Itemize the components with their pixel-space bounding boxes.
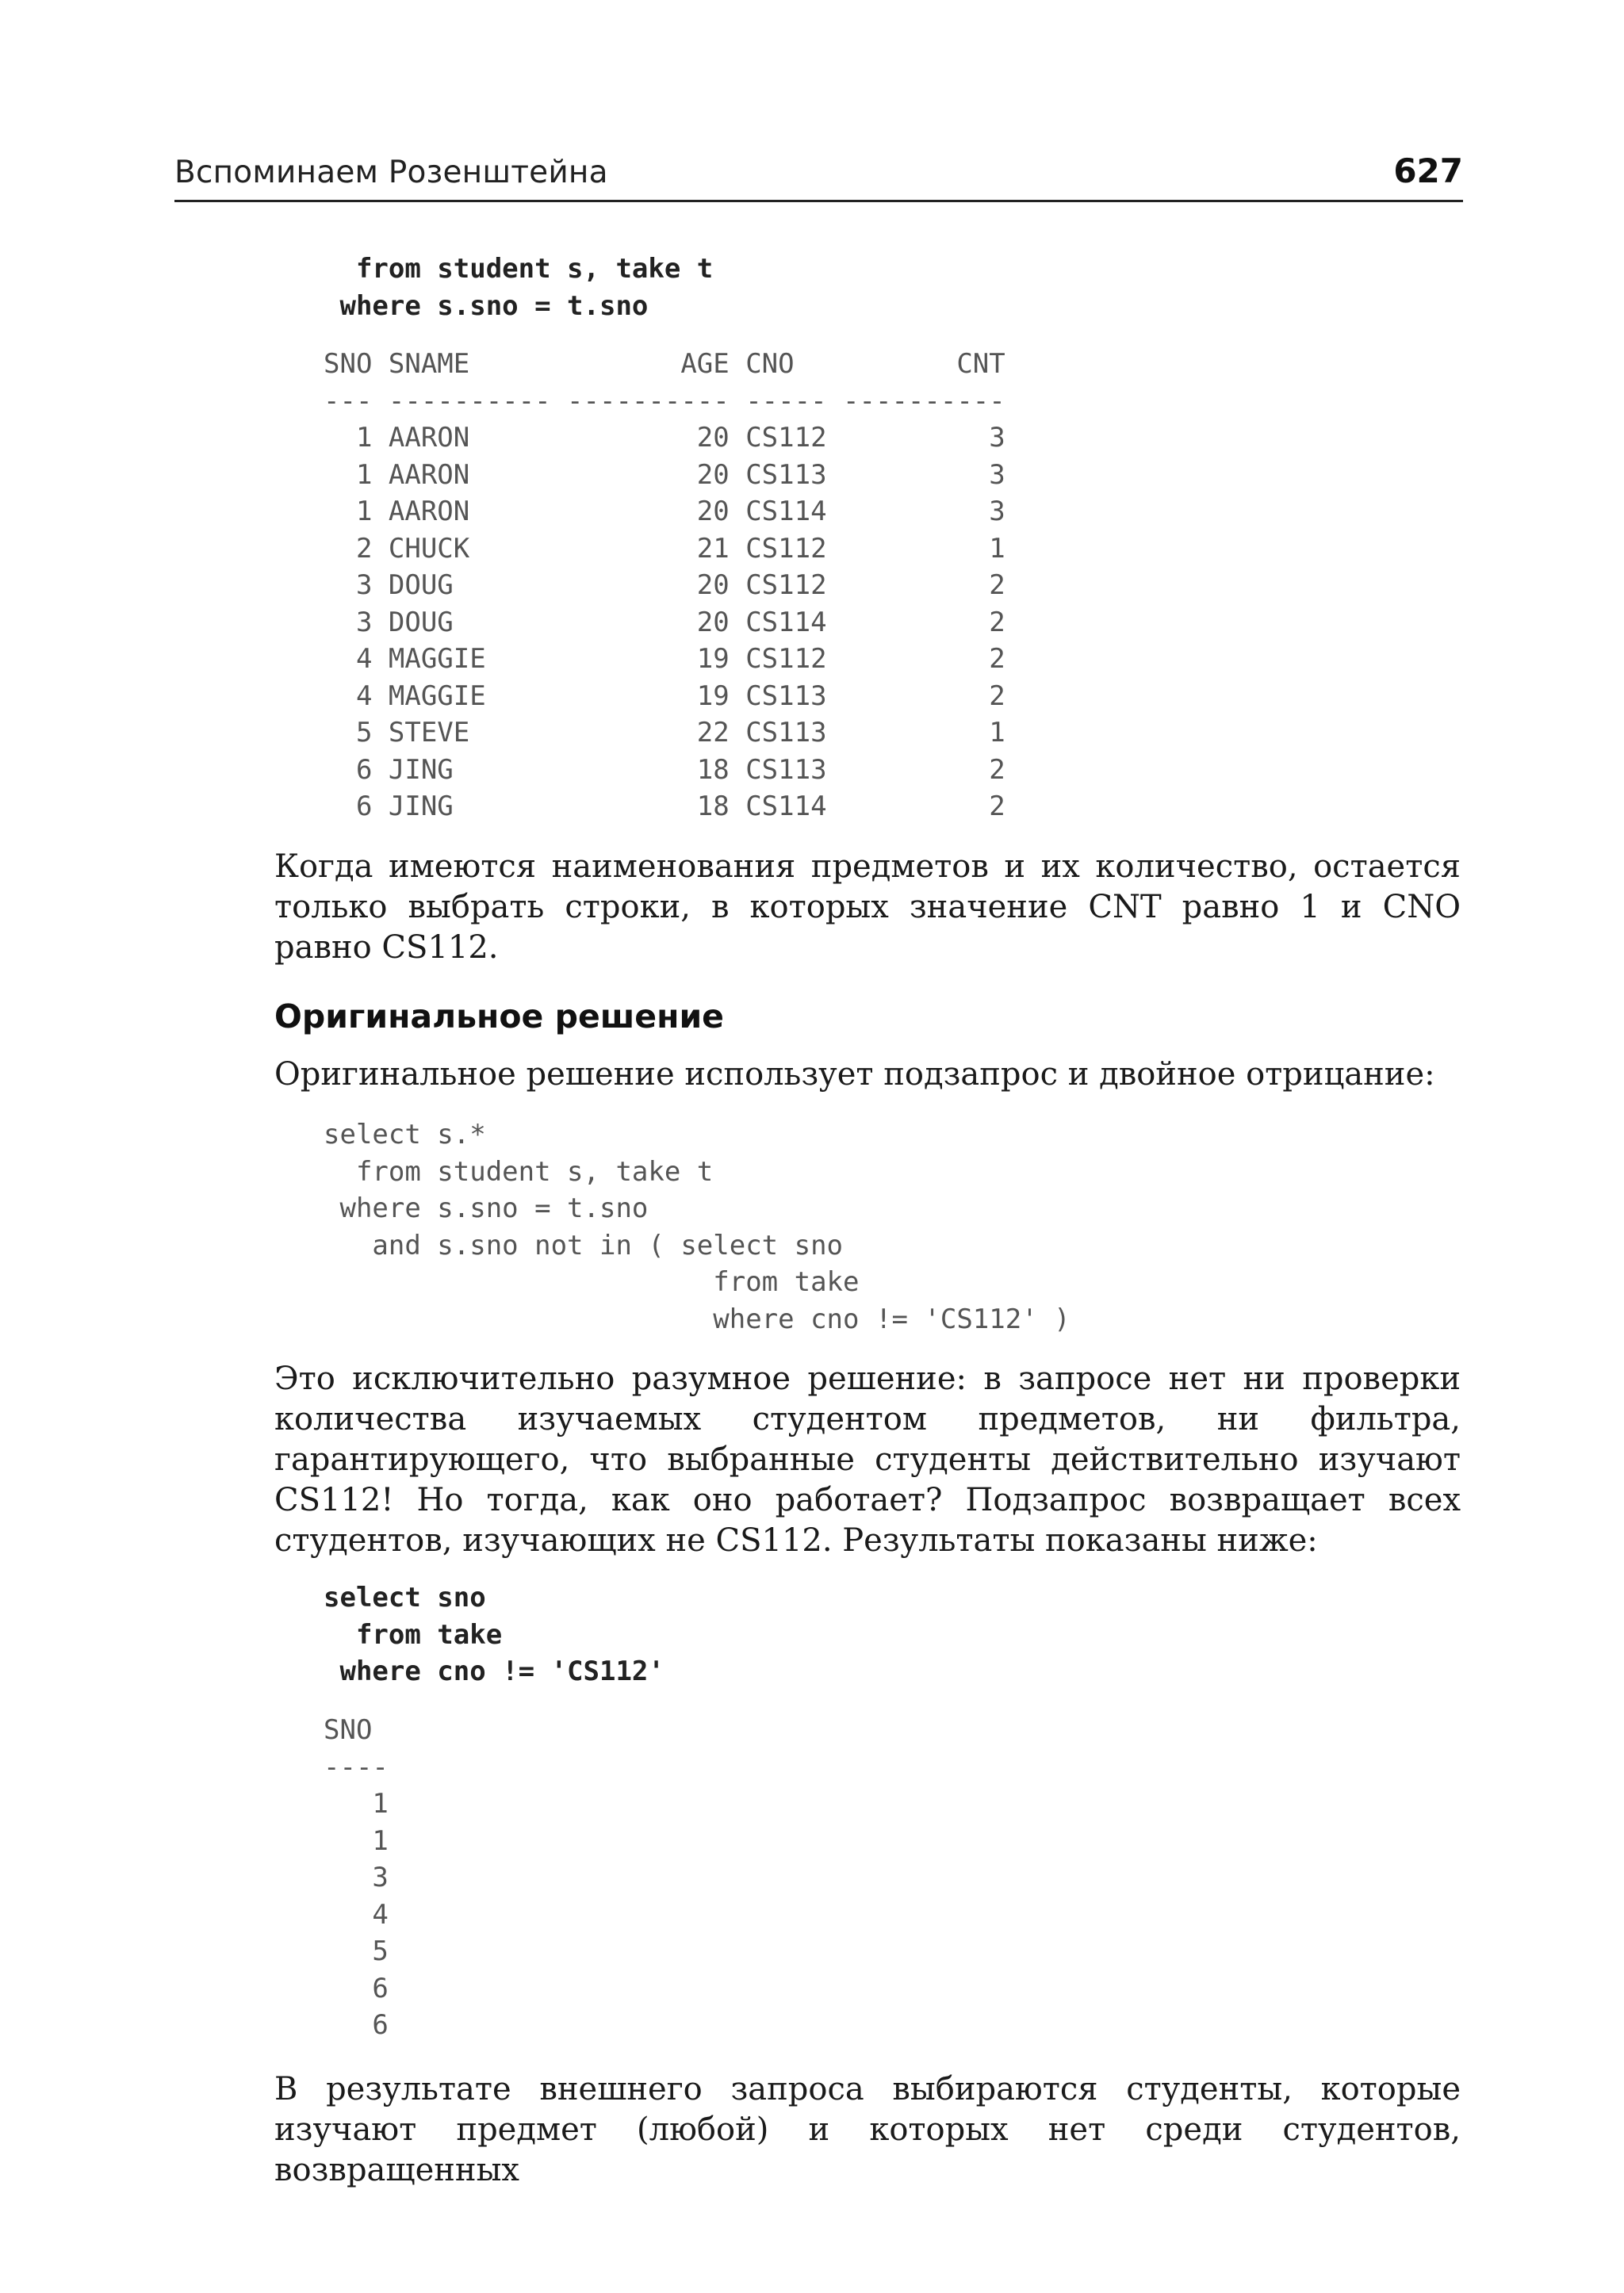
paragraph-cnt-condition: Когда имеются наименования предметов и их количество, остается только выбрать строки, в которых значение CNT равно 1 и CNO равно CS112. [274,848,1461,966]
paragraph-original-solution-intro: Оригинальное решение использует подзапрос и двойное отрицание: [274,1056,1435,1093]
code-original-solution: select s.* from student s, take t where s.sno = t.sno and s.sno not in ( select sno from take where cno != 'CS112' ) [324,1119,1071,1335]
subquery-result: SNO ---- 1 1 3 4 5 6 6 [324,1714,389,2041]
code-query-tail: from student s, take t where s.sno = t.sno [339,253,714,322]
section-heading: Оригинальное решение [274,997,724,1035]
code-subquery: select sno from take where cno != 'CS112' [324,1582,665,1687]
paragraph-explanation: Это исключительно разумное решение: в запросе нет ни проверки количества изучаемых студентом предметов, ни фильтра, гарантирующего, что выбранные студенты действительно изучают CS112! Но тогда, как оно работает? Подзапрос возвращает всех студентов, изучающих не CS112. Результаты показаны ниже: [274,1361,1461,1559]
result-table: SNO SNAME AGE CNO CNT --- ---------- ---------- ----- ---------- 1 AARON 20 CS112 3 1 AARON 20 CS113 3 1 AARON 20 CS114 3 2 CHUCK 21 CS112 1 3 DOUG 20 CS112 2 3 DOUG 20 CS114 2 4 MAGGIE 19 CS112 2 4 MAGGIE 19 CS113 2 5 STEVE 22 CS113 1 6 JING 18 CS113 2 6 JING 18 CS114 2 [324,348,1005,822]
paragraph-outer-query: В результате внешнего запроса выбираются студенты, которые изучают предмет (любой) и которых нет среди студентов, возвращенных [274,2071,1461,2188]
running-header [174,143,1463,202]
running-title: Вспоминаем Розенштейна [174,155,608,190]
page-number: 627 [1393,151,1463,190]
